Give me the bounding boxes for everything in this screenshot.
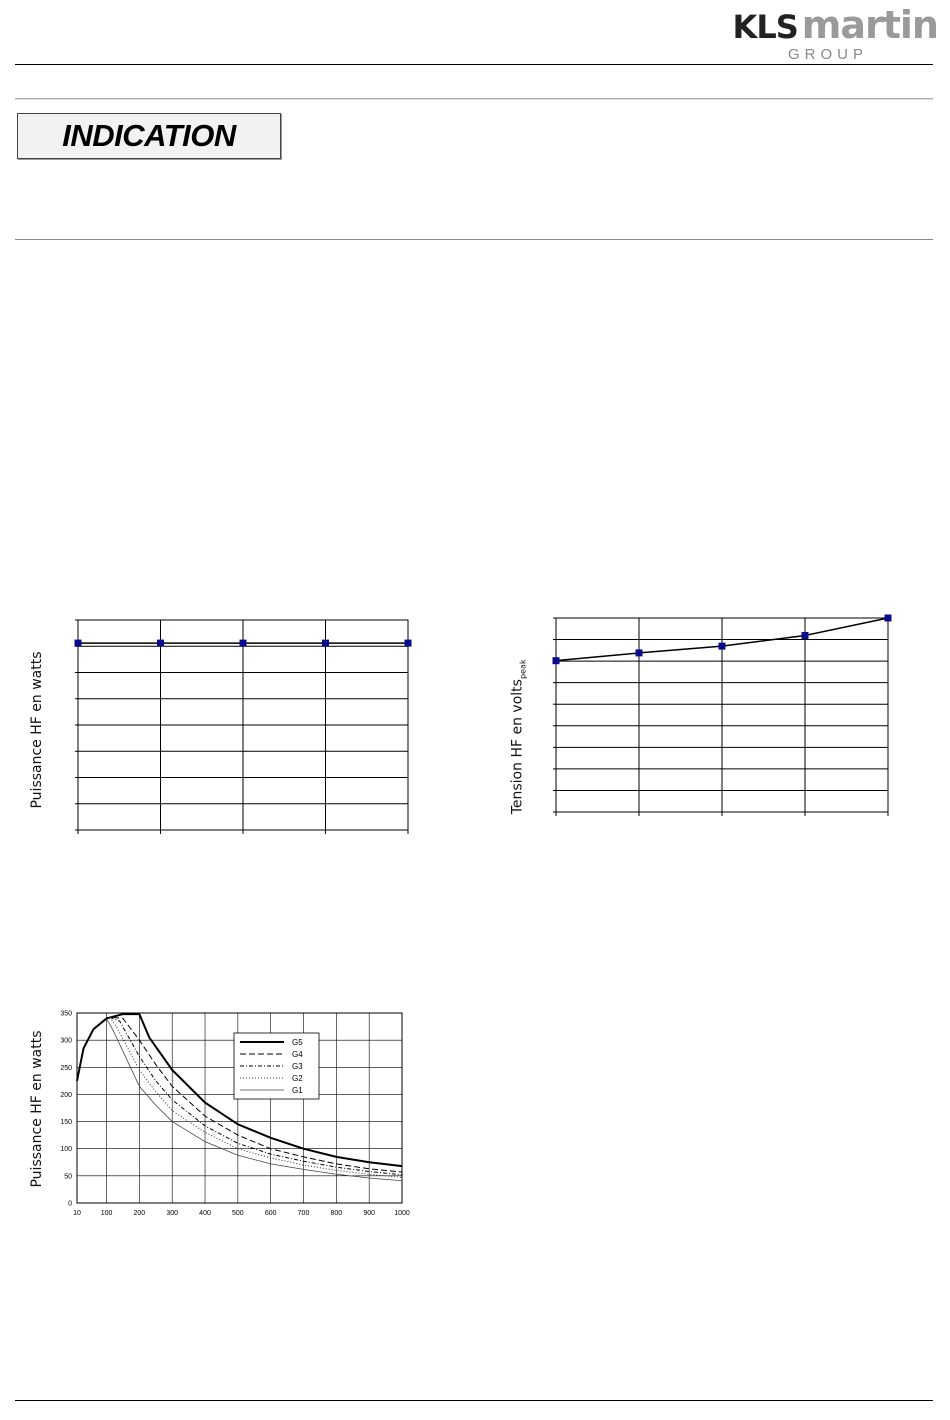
- chart3-y-tick-label: 200: [60, 1091, 72, 1099]
- chart3-y-tick-label: 350: [60, 1010, 72, 1018]
- chart3-x-tick-label: 300: [166, 1210, 179, 1217]
- chart3-y-tick-label: 100: [60, 1146, 72, 1154]
- chart3-x-tick-label: 500: [232, 1210, 244, 1217]
- power-flat-chart: [70, 612, 420, 837]
- chart3-x-tick-label: 900: [363, 1210, 376, 1217]
- chart3-y-tick-label: 0: [68, 1200, 72, 1208]
- voltage-chart: [548, 608, 898, 823]
- chart2-data-point: [636, 649, 643, 656]
- chart1-data-point: [75, 640, 82, 647]
- header-divider: [15, 64, 933, 65]
- section-bottom-divider: [15, 239, 933, 240]
- chart2-data-point: [719, 643, 726, 650]
- logo-kls-text: KLS: [732, 8, 798, 46]
- chart3-legend-label: G3: [292, 1062, 303, 1071]
- chart3-x-tick-label: 200: [133, 1210, 146, 1217]
- chart1-data-point: [322, 640, 329, 647]
- logo-martin-text: martin: [801, 3, 938, 47]
- chart3-x-tick-label: 1000: [394, 1210, 410, 1217]
- chart3-x-tick-label: 700: [297, 1210, 310, 1217]
- chart3-y-tick-label: 50: [64, 1173, 72, 1181]
- chart3-y-tick-label: 150: [60, 1119, 72, 1127]
- section-title-indication: INDICATION: [17, 113, 281, 159]
- chart2-y-label-main: Tension HF en volts: [509, 679, 526, 815]
- power-curves-chart: [52, 1005, 417, 1225]
- chart3-legend-label: G1: [292, 1086, 303, 1095]
- chart3-x-tick-label: 800: [330, 1210, 343, 1217]
- chart3-x-tick-label: 10: [73, 1210, 81, 1217]
- chart1-data-point: [405, 640, 412, 647]
- chart3-x-tick-label: 100: [100, 1210, 113, 1217]
- footer-divider: [15, 1400, 933, 1401]
- chart2-data-point: [553, 657, 560, 664]
- chart1-data-point: [157, 640, 164, 647]
- company-logo: [708, 3, 938, 63]
- chart3-y-tick-label: 300: [60, 1037, 72, 1045]
- chart2-data-point: [885, 615, 892, 622]
- chart2-y-axis-label: [510, 649, 528, 824]
- chart3-legend-label: G4: [292, 1050, 303, 1059]
- chart3-x-tick-label: 600: [264, 1210, 277, 1217]
- chart1-y-axis-label: Puissance HF en watts: [29, 651, 45, 809]
- chart3-legend-label: G2: [292, 1074, 303, 1083]
- section-top-divider: [15, 98, 933, 100]
- chart3-y-tick-label: 250: [60, 1064, 72, 1072]
- chart2-data-point: [802, 632, 809, 639]
- chart1-data-point: [240, 640, 247, 647]
- chart3-legend-label: G5: [292, 1038, 303, 1047]
- chart3-x-tick-label: 400: [199, 1210, 211, 1217]
- logo-group-text: GROUP: [787, 46, 868, 63]
- chart3-y-axis-label: Puissance HF en watts: [29, 1030, 45, 1188]
- chart2-y-label-sub: peak: [518, 659, 528, 680]
